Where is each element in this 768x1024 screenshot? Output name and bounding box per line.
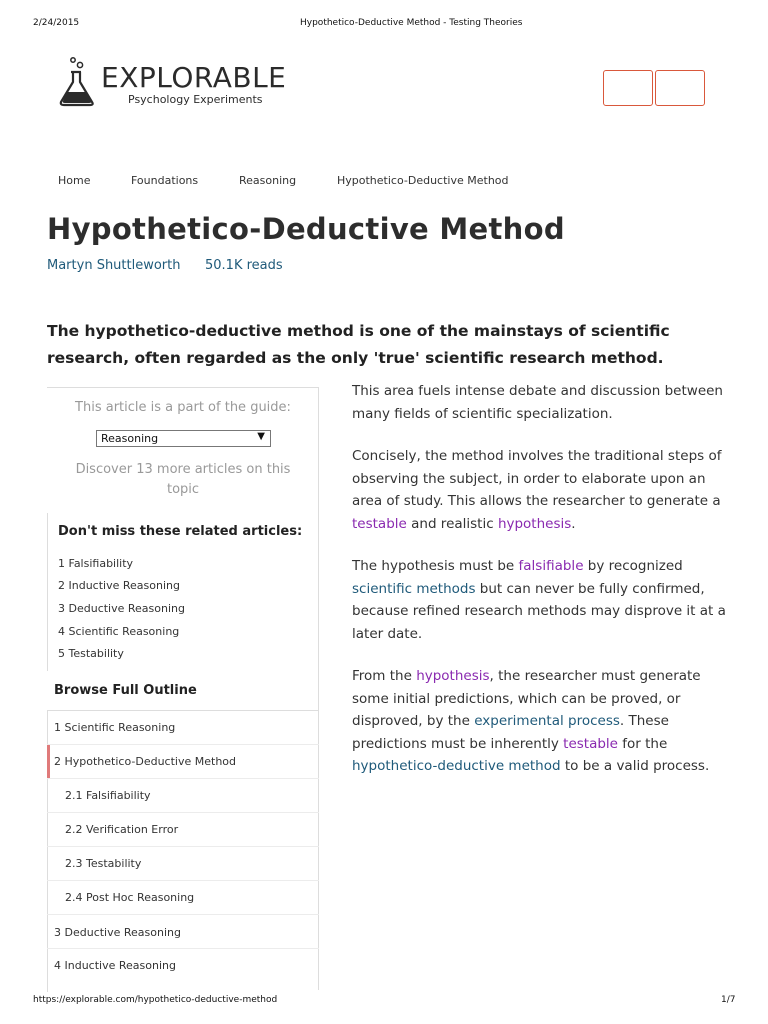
paragraph-text: for the xyxy=(617,735,668,752)
outline-active-indicator xyxy=(47,744,50,778)
menu-button[interactable] xyxy=(603,70,653,106)
outline-label: Verification Error xyxy=(86,823,179,836)
paragraph-text: . These predictions must be inherently xyxy=(352,713,669,752)
paragraph-text: This area fuels intense debate and discussion between many fields of scientific specialization. xyxy=(352,383,723,422)
logo-title[interactable]: EXPLORABLE xyxy=(101,61,287,94)
related-num: 5 xyxy=(58,647,65,660)
outline-label: Falsifiability xyxy=(86,789,151,802)
link-experimental-process[interactable]: experimental process xyxy=(474,713,620,730)
outline-num: 2.1 xyxy=(65,789,83,802)
related-num: 1 xyxy=(58,557,65,570)
guide-select-value: Reasoning xyxy=(101,432,159,445)
outline-item[interactable] xyxy=(65,891,194,904)
related-label: Inductive Reasoning xyxy=(68,579,180,592)
print-url: https://explorable.com/hypothetico-deductive-method xyxy=(33,995,278,1005)
related-item[interactable] xyxy=(58,557,133,570)
divider xyxy=(47,812,319,813)
paragraph-text: Concisely, the method involves the traditional steps of observing the subject, in order to elaborate upon an area of study. This allows the researcher to generate a xyxy=(352,448,722,510)
breadcrumb-foundations[interactable]: Foundations xyxy=(131,174,199,187)
dropdown-arrow-icon: ▼ xyxy=(257,431,265,442)
link-testable[interactable]: testable xyxy=(352,515,407,532)
related-item[interactable] xyxy=(58,647,124,660)
outline-num: 2.4 xyxy=(65,891,83,904)
outline-item[interactable] xyxy=(54,721,175,734)
breadcrumb-home[interactable]: Home xyxy=(58,174,91,187)
outline-label: Post Hoc Reasoning xyxy=(86,891,195,904)
body-paragraph-3 xyxy=(352,555,732,645)
link-scientific-methods[interactable]: scientific methods xyxy=(352,580,476,597)
outline-num: 3 xyxy=(54,926,61,939)
outline-label: Hypothetico-Deductive Method xyxy=(64,755,237,768)
outline-label: Testability xyxy=(86,857,142,870)
link-testable[interactable]: testable xyxy=(563,735,618,752)
related-item[interactable] xyxy=(58,602,185,615)
divider xyxy=(47,744,319,745)
outline-box xyxy=(47,710,319,992)
print-page-number: 1/7 xyxy=(721,995,736,1005)
browse-outline-title: Browse Full Outline xyxy=(54,683,197,698)
logo-subtitle: Psychology Experiments xyxy=(128,93,263,106)
outline-item-active[interactable] xyxy=(54,755,236,768)
related-num: 2 xyxy=(58,579,65,592)
related-label: Testability xyxy=(68,647,124,660)
flask-icon[interactable] xyxy=(58,56,98,112)
body-paragraph-2 xyxy=(352,445,732,535)
outline-label: Deductive Reasoning xyxy=(64,926,181,939)
discover-link[interactable]: Discover 13 more articles on this topic xyxy=(75,462,291,497)
outline-item[interactable] xyxy=(54,926,181,939)
outline-num: 1 xyxy=(54,721,61,734)
paragraph-text: but can never be fully confirmed, because refined research methods may disprove it at a later date. xyxy=(352,580,726,642)
related-item[interactable] xyxy=(58,579,180,592)
print-title: Hypothetico-Deductive Method - Testing Theories xyxy=(300,18,523,28)
print-date: 2/24/2015 xyxy=(33,18,80,28)
outline-num: 4 xyxy=(54,959,61,972)
link-hypothetico-deductive-method[interactable]: hypothetico-deductive method xyxy=(352,758,561,775)
paragraph-text: From the xyxy=(352,668,417,684)
paragraph-text: The hypothesis must be xyxy=(352,558,519,574)
outline-num: 2.2 xyxy=(65,823,83,836)
related-num: 3 xyxy=(58,602,65,615)
outline-item[interactable] xyxy=(54,959,176,972)
paragraph-text: , the researcher must generate some initial predictions, which can be proved, or disproved, by the xyxy=(352,668,701,730)
reads-count: 50.1K reads xyxy=(205,258,283,273)
link-hypothesis[interactable]: hypothesis xyxy=(416,668,490,684)
related-label: Deductive Reasoning xyxy=(68,602,185,615)
paragraph-text: to be a valid process. xyxy=(560,758,710,775)
body-paragraph-1 xyxy=(352,380,732,425)
search-button[interactable] xyxy=(655,70,705,106)
outline-item[interactable] xyxy=(65,857,141,870)
related-label: Scientific Reasoning xyxy=(68,625,180,638)
link-hypothesis[interactable]: hypothesis xyxy=(497,515,572,532)
link-falsifiable[interactable]: falsifiable xyxy=(518,558,584,574)
paragraph-text: . xyxy=(571,515,576,532)
page-title: Hypothetico-Deductive Method xyxy=(47,212,565,246)
divider xyxy=(47,948,319,949)
outline-label: Scientific Reasoning xyxy=(64,721,176,734)
outline-label: Inductive Reasoning xyxy=(64,959,176,972)
divider xyxy=(47,846,319,847)
related-num: 4 xyxy=(58,625,65,638)
lead-paragraph: The hypothetico-deductive method is one of the mainstays of scientific research, often regarded as the only 'true' scientific research method. xyxy=(47,322,670,367)
body-paragraph-4 xyxy=(352,665,732,778)
outline-item[interactable] xyxy=(65,823,178,836)
breadcrumb-reasoning[interactable]: Reasoning xyxy=(239,174,297,187)
breadcrumb-current[interactable]: Hypothetico-Deductive Method xyxy=(337,174,509,187)
related-label: Falsifiability xyxy=(68,557,134,570)
outline-num: 2.3 xyxy=(65,857,83,870)
paragraph-text: by recognized xyxy=(583,558,683,574)
guide-select[interactable] xyxy=(96,430,271,447)
related-title: Don't miss these related articles: xyxy=(58,524,303,539)
divider xyxy=(47,914,319,915)
paragraph-text: and realistic xyxy=(406,515,498,532)
author-link[interactable]: Martyn Shuttleworth xyxy=(47,258,181,273)
divider xyxy=(47,778,319,779)
guide-label: This article is a part of the guide: xyxy=(75,400,291,415)
outline-num: 2 xyxy=(54,755,61,768)
divider xyxy=(47,880,319,881)
related-item[interactable] xyxy=(58,625,179,638)
outline-item[interactable] xyxy=(65,789,151,802)
